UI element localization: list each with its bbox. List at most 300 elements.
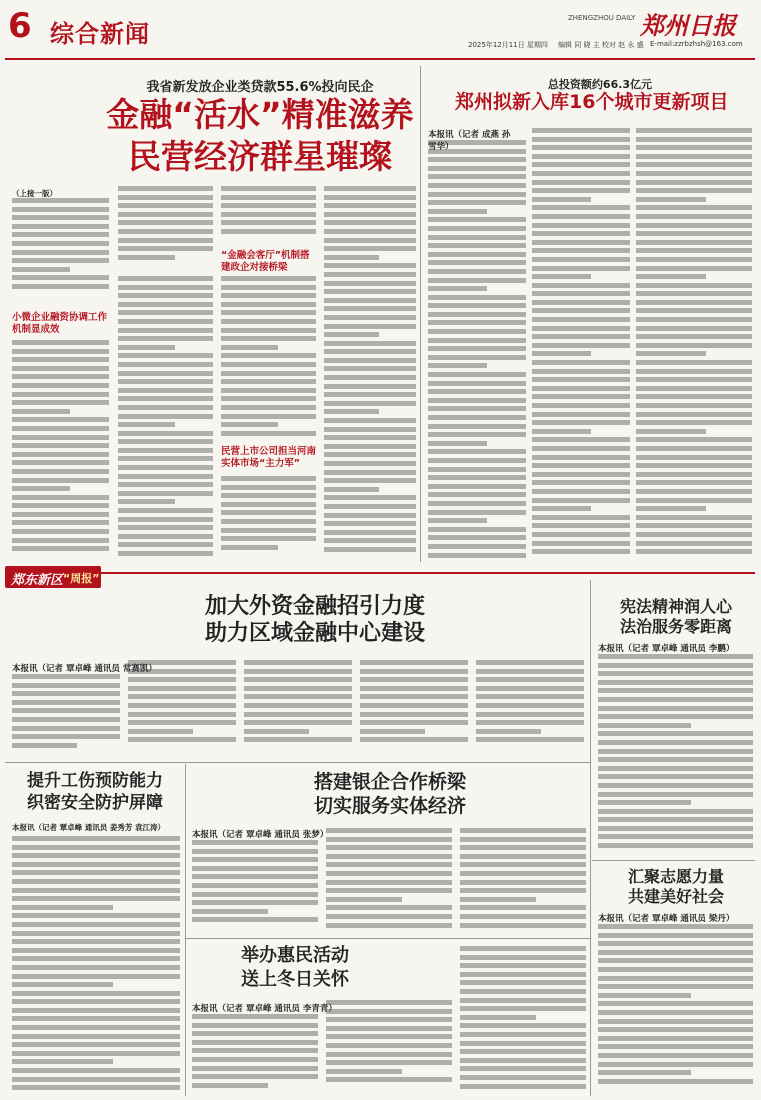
text-line	[221, 319, 316, 324]
text-line	[192, 1048, 318, 1053]
text-line	[244, 720, 352, 725]
text-line	[636, 394, 752, 399]
text-line	[532, 343, 630, 348]
text-line	[428, 553, 526, 558]
text-line	[221, 396, 316, 401]
text-line	[636, 541, 752, 546]
text-line	[532, 248, 630, 253]
fraud-divider	[185, 764, 186, 1096]
text-line	[532, 274, 591, 279]
text-line	[636, 351, 706, 356]
text-line	[221, 485, 316, 490]
text-line	[221, 379, 316, 384]
text-line	[476, 703, 584, 708]
text-line	[460, 1015, 536, 1020]
text-line	[326, 1060, 452, 1065]
text-line	[326, 1026, 452, 1031]
text-line	[598, 654, 753, 659]
text-line	[118, 246, 213, 251]
text-line	[360, 737, 468, 742]
bridge-col-1	[192, 840, 318, 932]
text-line	[636, 162, 752, 167]
text-line	[636, 137, 752, 142]
text-line	[532, 489, 630, 494]
text-line	[532, 197, 591, 202]
text-line	[192, 909, 268, 914]
text-line	[324, 246, 416, 251]
text-line	[118, 405, 213, 410]
mid-divider-vertical	[590, 580, 591, 1096]
text-line	[12, 1068, 180, 1073]
text-line	[324, 195, 416, 200]
text-line	[532, 266, 630, 271]
top-left-headline-2: 民营经济群星璀璨	[128, 137, 392, 176]
text-line	[12, 1077, 180, 1082]
text-line	[428, 209, 487, 214]
text-line	[460, 828, 586, 833]
text-line	[428, 441, 487, 446]
text-line	[12, 913, 180, 918]
text-line	[636, 360, 752, 365]
text-line	[532, 394, 630, 399]
text-line	[12, 267, 70, 272]
text-line	[221, 302, 316, 307]
text-line	[532, 377, 630, 382]
text-line	[12, 931, 180, 936]
text-line	[324, 238, 416, 243]
text-line	[360, 729, 425, 734]
text-line	[532, 420, 630, 425]
text-line	[428, 535, 526, 540]
text-line	[326, 845, 452, 850]
text-line	[324, 203, 416, 208]
text-line	[192, 1074, 318, 1079]
text-line	[428, 527, 526, 532]
text-line	[326, 862, 452, 867]
text-line	[428, 544, 526, 549]
text-line	[598, 941, 753, 946]
text-line	[326, 1017, 452, 1022]
text-line	[324, 418, 416, 423]
text-line	[428, 415, 526, 420]
text-line	[428, 140, 526, 145]
text-line	[532, 240, 630, 245]
text-line	[118, 422, 175, 427]
text-line	[598, 1062, 753, 1067]
text-line	[12, 948, 180, 953]
text-line	[360, 660, 468, 665]
text-line	[244, 686, 352, 691]
text-line	[324, 444, 416, 449]
top-left-lead-label: （上接一版）	[12, 189, 57, 198]
text-line	[12, 409, 70, 414]
text-line	[118, 414, 213, 419]
text-line	[12, 1025, 180, 1030]
text-line	[118, 474, 213, 479]
text-line	[12, 486, 70, 491]
text-line	[221, 310, 316, 315]
text-line	[532, 515, 630, 520]
text-line	[324, 229, 416, 234]
bridge-headline-1: 搭建银企合作桥梁	[313, 771, 466, 793]
text-line	[244, 677, 352, 682]
top-left-col-4	[324, 186, 416, 560]
text-line	[221, 371, 316, 376]
top-right-col-1	[428, 140, 526, 564]
text-line	[428, 303, 526, 308]
text-line	[12, 495, 109, 500]
top-left-subhead-3: 民营上市公司担当河南实体市场“主力军”	[221, 446, 317, 469]
zhengdong-logo-box	[5, 566, 101, 588]
text-line	[192, 1040, 318, 1045]
text-line	[324, 375, 416, 380]
text-line	[460, 862, 586, 867]
text-line	[598, 714, 753, 719]
text-line	[532, 326, 630, 331]
text-line	[12, 939, 180, 944]
text-line	[118, 525, 213, 530]
text-line	[598, 933, 753, 938]
text-line	[460, 923, 586, 928]
text-line	[128, 712, 236, 717]
text-line	[428, 183, 526, 188]
text-line	[12, 1085, 180, 1090]
text-line	[324, 461, 416, 466]
text-line	[460, 1023, 586, 1028]
text-line	[324, 272, 416, 277]
text-line	[360, 669, 468, 674]
text-line	[476, 686, 584, 691]
text-line	[428, 475, 526, 480]
text-line	[12, 905, 113, 910]
text-line	[460, 905, 586, 910]
text-line	[12, 836, 180, 841]
text-line	[12, 1034, 180, 1039]
text-line	[460, 914, 586, 919]
foreign-headline-1: 加大外资金融招引力度	[204, 594, 425, 619]
text-line	[128, 694, 236, 699]
text-line	[326, 888, 452, 893]
text-line	[12, 426, 109, 431]
text-line	[428, 252, 526, 257]
text-line	[324, 349, 416, 354]
text-line	[428, 518, 487, 523]
foreign-col-3	[244, 660, 352, 754]
text-line	[118, 319, 213, 324]
zhengdong-rule	[5, 572, 755, 574]
text-line	[12, 366, 109, 371]
text-line	[460, 871, 586, 876]
text-line	[12, 708, 120, 713]
text-line	[636, 480, 752, 485]
text-line	[428, 174, 526, 179]
text-line	[460, 837, 586, 842]
text-line	[460, 854, 586, 859]
text-line	[192, 857, 318, 862]
top-divider-vertical	[420, 66, 421, 562]
text-line	[324, 478, 416, 483]
text-line	[118, 195, 213, 200]
text-line	[532, 257, 630, 262]
text-line	[532, 463, 630, 468]
text-line	[118, 517, 213, 522]
text-line	[360, 703, 468, 708]
text-line	[532, 180, 630, 185]
text-line	[192, 874, 318, 879]
text-line	[636, 523, 752, 528]
foreign-col-2	[128, 660, 236, 754]
text-line	[118, 482, 213, 487]
text-line	[12, 674, 120, 679]
text-line	[460, 1084, 586, 1089]
text-line	[12, 1016, 180, 1021]
text-line	[428, 269, 526, 274]
text-line	[532, 283, 630, 288]
text-line	[460, 1075, 586, 1080]
page-number: 6	[8, 6, 32, 46]
text-line	[12, 922, 180, 927]
text-line	[324, 427, 416, 432]
row2-divider	[5, 762, 590, 763]
text-line	[118, 551, 213, 556]
text-line	[636, 317, 752, 322]
text-line	[128, 669, 236, 674]
text-line	[12, 392, 109, 397]
text-line	[192, 1031, 318, 1036]
text-line	[476, 737, 584, 742]
text-line	[326, 1069, 402, 1074]
top-left-col-3c	[221, 476, 316, 560]
text-line	[118, 465, 213, 470]
text-line	[221, 276, 316, 281]
text-line	[324, 435, 416, 440]
text-line	[532, 308, 630, 313]
text-line	[360, 720, 468, 725]
text-line	[221, 476, 316, 481]
text-line	[460, 963, 586, 968]
text-line	[460, 989, 586, 994]
text-line	[192, 1014, 318, 1019]
text-line	[428, 235, 526, 240]
text-line	[192, 892, 318, 897]
masthead-rule	[5, 58, 755, 60]
text-line	[636, 283, 752, 288]
text-line	[192, 1057, 318, 1062]
text-line	[636, 377, 752, 382]
text-line	[636, 515, 752, 520]
text-line	[598, 740, 753, 745]
text-line	[118, 431, 213, 436]
text-line	[192, 1066, 318, 1071]
text-line	[221, 528, 316, 533]
text-line	[428, 320, 526, 325]
text-line	[118, 302, 213, 307]
text-line	[636, 300, 752, 305]
text-line	[12, 974, 180, 979]
text-line	[428, 217, 526, 222]
text-line	[12, 691, 120, 696]
text-line	[460, 972, 586, 977]
text-line	[636, 145, 752, 150]
text-line	[460, 880, 586, 885]
text-line	[532, 351, 591, 356]
paper-pinyin: ZHENGZHOU DAILY	[568, 14, 636, 22]
fraud-headline-1: 提升工伤预防能力	[27, 771, 163, 791]
text-line	[244, 694, 352, 699]
text-line	[118, 362, 213, 367]
text-line	[326, 897, 402, 902]
text-line	[221, 502, 316, 507]
text-line	[128, 703, 236, 708]
foreign-col-1	[12, 674, 120, 754]
text-line	[118, 345, 175, 350]
text-line	[460, 888, 586, 893]
text-line	[324, 255, 379, 260]
text-line	[128, 737, 236, 742]
text-line	[636, 231, 752, 236]
text-line	[428, 312, 526, 317]
text-line	[598, 843, 753, 848]
text-line	[326, 1077, 452, 1082]
text-line	[12, 374, 109, 379]
top-left-headline-1: 金融“活水”精准滋养	[106, 95, 414, 134]
text-line	[324, 495, 416, 500]
text-line	[12, 207, 109, 212]
text-line	[636, 326, 752, 331]
text-line	[324, 358, 416, 363]
top-left-col-2a	[118, 186, 213, 266]
top-left-subhead-1: 小微企业融资协调工作机制显成效	[12, 312, 108, 335]
text-line	[324, 220, 416, 225]
text-line	[532, 231, 630, 236]
text-line	[244, 669, 352, 674]
fraud-headline-2: 织密安全防护屏障	[27, 793, 163, 813]
text-line	[324, 263, 416, 268]
text-line	[636, 223, 752, 228]
text-line	[324, 341, 416, 346]
text-line	[476, 660, 584, 665]
text-line	[118, 379, 213, 384]
text-line	[460, 1041, 586, 1046]
text-line	[221, 545, 278, 550]
text-line	[192, 883, 318, 888]
text-line	[326, 837, 452, 842]
text-line	[360, 694, 468, 699]
text-line	[428, 192, 526, 197]
top-left-col-3a	[221, 186, 316, 240]
text-line	[324, 401, 416, 406]
text-line	[12, 845, 180, 850]
text-line	[476, 677, 584, 682]
text-line	[428, 355, 526, 360]
text-line	[598, 817, 753, 822]
text-line	[460, 1032, 586, 1037]
text-line	[324, 212, 416, 217]
text-line	[12, 443, 109, 448]
text-line	[221, 519, 316, 524]
text-line	[12, 400, 109, 405]
top-right-kicker: 总投资额约66.3亿元	[547, 78, 653, 91]
text-line	[192, 1023, 318, 1028]
text-line	[460, 1058, 586, 1063]
text-line	[428, 149, 526, 154]
party-headline-2: 共建美好社会	[627, 887, 724, 906]
text-line	[12, 956, 180, 961]
text-line	[532, 291, 630, 296]
text-line	[12, 503, 109, 508]
text-line	[636, 308, 752, 313]
text-line	[636, 506, 706, 511]
bridge-byline: 本报讯（记者 覃卓峰 通讯员 张梦）	[192, 830, 329, 840]
text-line	[428, 200, 526, 205]
text-line	[532, 455, 630, 460]
text-line	[598, 1070, 691, 1075]
text-line	[128, 677, 236, 682]
text-line	[636, 472, 752, 477]
text-line	[532, 446, 630, 451]
text-line	[636, 274, 706, 279]
text-line	[12, 982, 113, 987]
text-line	[326, 854, 452, 859]
text-line	[532, 171, 630, 176]
text-line	[428, 424, 526, 429]
text-line	[598, 1027, 753, 1032]
text-line	[244, 660, 352, 665]
text-line	[12, 1042, 180, 1047]
text-line	[118, 456, 213, 461]
text-line	[598, 1019, 753, 1024]
text-line	[326, 1043, 452, 1048]
text-line	[598, 809, 753, 814]
text-line	[598, 731, 753, 736]
text-line	[460, 1049, 586, 1054]
text-line	[598, 924, 753, 929]
text-line	[118, 186, 213, 191]
text-line	[12, 215, 109, 220]
text-line	[532, 480, 630, 485]
text-line	[636, 420, 752, 425]
text-line	[221, 493, 316, 498]
bridge-col-2	[326, 828, 452, 932]
text-line	[12, 991, 180, 996]
text-line	[428, 260, 526, 265]
text-line	[192, 900, 318, 905]
text-line	[532, 223, 630, 228]
law-headline-2: 法治服务零距离	[619, 617, 732, 636]
text-line	[532, 532, 630, 537]
warm-col-2	[326, 1000, 452, 1094]
text-line	[118, 491, 213, 496]
text-line	[598, 688, 753, 693]
text-line	[360, 677, 468, 682]
text-line	[636, 549, 752, 554]
text-line	[428, 243, 526, 248]
top-right-headline: 郑州拟新入库16个城市更新项目	[455, 91, 729, 113]
text-line	[118, 310, 213, 315]
date-line: 2025年12月11日 星期四	[468, 41, 548, 49]
text-line	[221, 422, 278, 427]
text-line	[12, 862, 180, 867]
text-line	[636, 171, 752, 176]
text-line	[326, 1034, 452, 1039]
text-line	[460, 955, 586, 960]
fraud-body	[12, 836, 180, 1094]
text-line	[598, 958, 753, 963]
text-line	[636, 205, 752, 210]
text-line	[118, 328, 213, 333]
text-line	[221, 293, 316, 298]
text-line	[636, 240, 752, 245]
